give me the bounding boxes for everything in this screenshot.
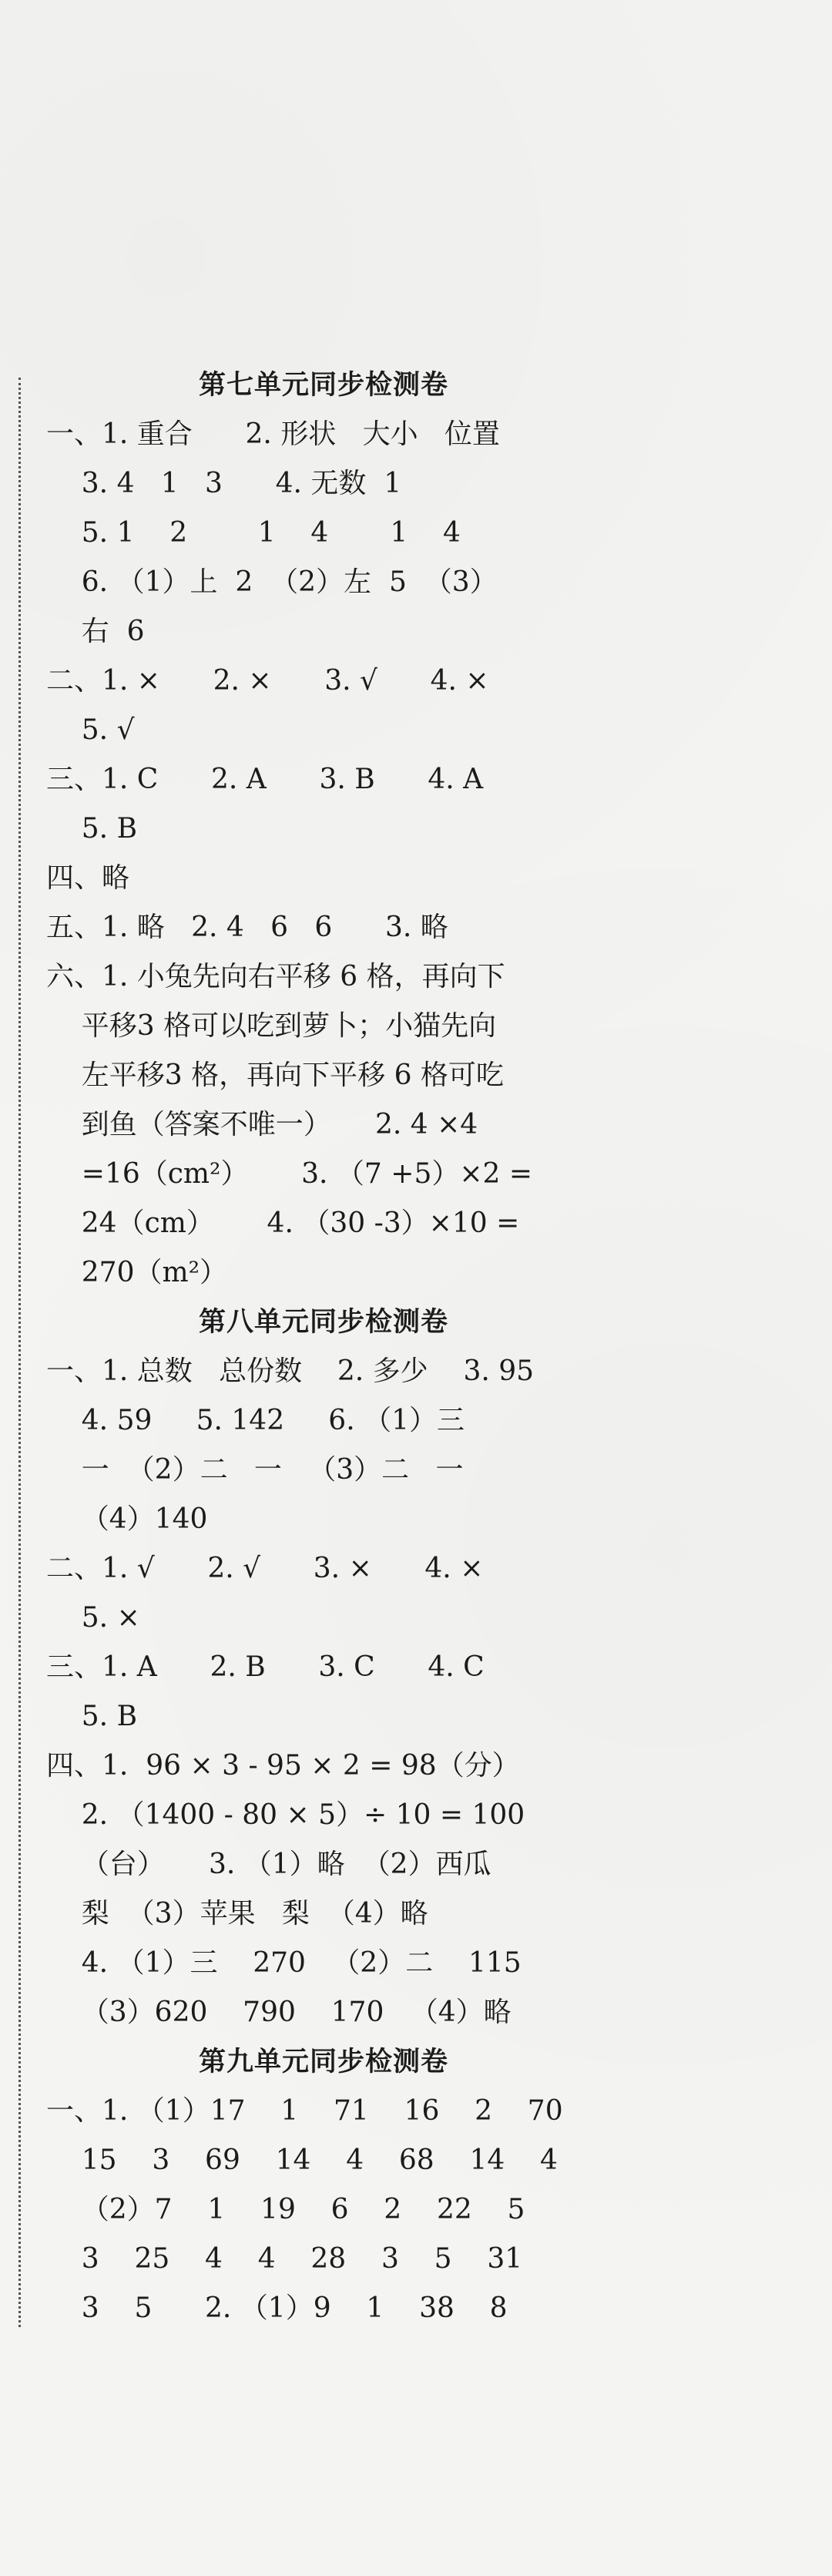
answer-line: 6. （1）上 2 （2）左 5 （3） <box>46 566 498 598</box>
answer-line: 3 5 2. （1）9 1 38 8 <box>46 2292 508 2324</box>
answer-line: （4）140 <box>46 1503 208 1535</box>
answer-line: 5. 1 2 1 4 1 4 <box>46 517 461 549</box>
section-title: 第八单元同步检测卷 <box>198 1307 448 1338</box>
answer-line: 5. × <box>46 1602 140 1634</box>
answer-line: 5. B <box>46 813 138 845</box>
answer-line: 二、1. × 2. × 3. √ 4. × <box>46 665 489 697</box>
answer-line: 五、1. 略 2. 4 6 6 3. 略 <box>46 912 448 943</box>
answer-line: 3 25 4 4 28 3 5 31 <box>46 2243 523 2275</box>
section-title: 第九单元同步检测卷 <box>198 2047 448 2077</box>
answer-key-column <box>46 361 601 2333</box>
answer-line: 二、1. √ 2. √ 3. × 4. × <box>46 1553 484 1584</box>
answer-line: 5. B <box>46 1701 138 1732</box>
section-unit-8 <box>46 1298 601 2037</box>
answer-line: 右 6 <box>46 616 145 647</box>
answer-line: 左平移3 格，再向下平移 6 格可吃 <box>46 1060 504 1091</box>
answer-line: 4. （1）三 270 （2）二 115 <box>46 1947 522 1979</box>
answer-line: 15 3 69 14 4 68 14 4 <box>46 2144 558 2176</box>
answer-line: （3）620 790 170 （4）略 <box>46 1997 512 2028</box>
section-unit-9 <box>46 2037 601 2333</box>
answer-line: =16（cm²） 3. （7 +5）×2 = <box>46 1158 533 1190</box>
answer-line: 一、1. （1）17 1 71 16 2 70 <box>46 2095 563 2127</box>
section-unit-7 <box>46 361 601 1298</box>
answer-line: 六、1. 小兔先向右平移 6 格，再向下 <box>46 961 505 992</box>
answer-line: 一、1. 重合 2. 形状 大小 位置 <box>46 418 500 450</box>
answer-line: 2. （1400 - 80 × 5）÷ 10 = 100 <box>46 1799 525 1831</box>
answer-line: 四、1. 96 × 3 - 95 × 2 = 98（分） <box>46 1750 520 1782</box>
dotted-margin-line <box>18 378 21 2327</box>
answer-line: 24（cm） 4. （30 -3）×10 = <box>46 1207 520 1239</box>
section-title: 第七单元同步检测卷 <box>198 370 448 401</box>
answer-line: 平移3 格可以吃到萝卜；小猫先向 <box>46 1010 497 1042</box>
answer-line: 梨 （3）苹果 梨 （4）略 <box>46 1898 428 1929</box>
answer-line: 三、1. A 2. B 3. C 4. C <box>46 1651 485 1683</box>
answer-line: 三、1. C 2. A 3. B 4. A <box>46 764 484 795</box>
answer-line: 4. 59 5. 142 6. （1）三 <box>46 1405 465 1436</box>
answer-line: （台） 3. （1）略 （2）西瓜 <box>46 1849 491 1880</box>
answer-line: 到鱼（答案不唯一） 2. 4 ×4 <box>46 1109 478 1140</box>
answer-line: 270（m²） <box>46 1257 228 1288</box>
answer-line: （2）7 1 19 6 2 22 5 <box>46 2194 525 2225</box>
answer-line: 一 （2）二 一 （3）二 一 <box>46 1454 464 1486</box>
answer-line: 3. 4 1 3 4. 无数 1 <box>46 468 402 499</box>
answer-line: 5. √ <box>46 714 135 746</box>
answer-line: 一、1. 总数 总份数 2. 多少 3. 95 <box>46 1355 535 1387</box>
answer-line: 四、略 <box>46 862 130 894</box>
